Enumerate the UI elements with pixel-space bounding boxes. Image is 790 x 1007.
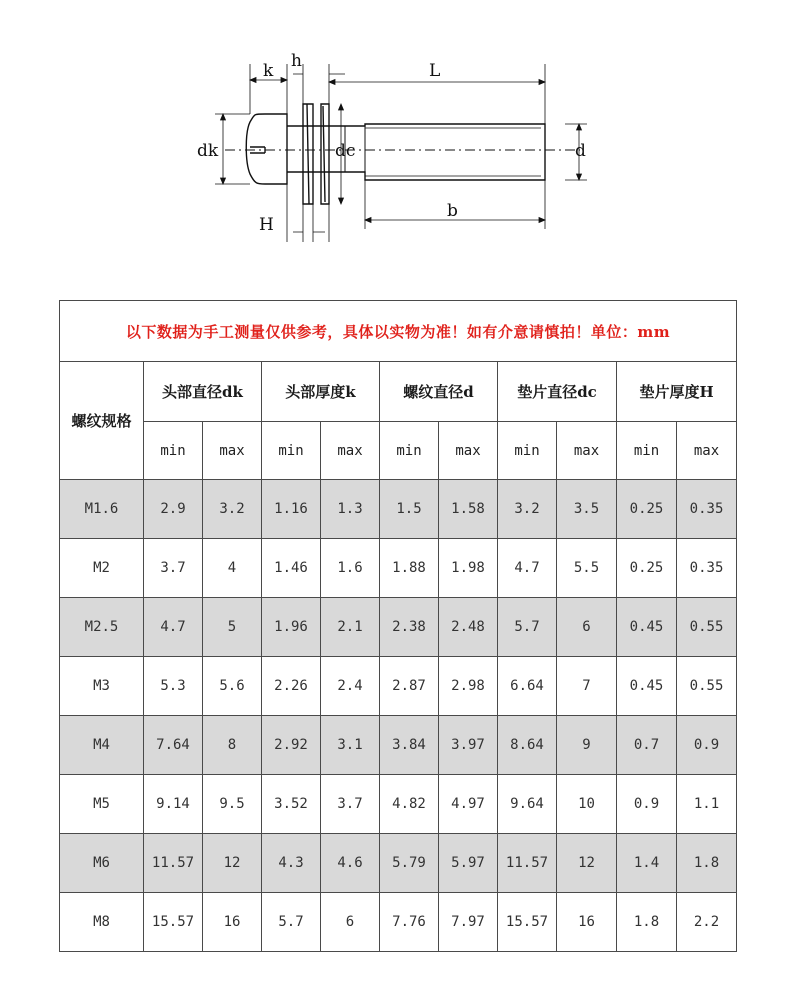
screw-dimension-diagram: [195, 44, 595, 244]
group-washer-diameter: 垫片直径dc: [498, 362, 617, 422]
value-cell: 3.7: [144, 539, 203, 598]
spec-cell: M8: [60, 893, 144, 952]
value-cell: 16: [557, 893, 617, 952]
label-H: H: [259, 215, 274, 235]
value-cell: 10: [557, 775, 617, 834]
value-cell: 0.25: [617, 480, 677, 539]
value-cell: 2.1: [321, 598, 380, 657]
value-cell: 7.97: [439, 893, 498, 952]
screw-head-outline: [246, 114, 287, 184]
value-cell: 3.2: [203, 480, 262, 539]
table-row: [60, 834, 737, 893]
spec-cell: M2.5: [60, 598, 144, 657]
min-header: min: [380, 422, 439, 480]
value-cell: 2.38: [380, 598, 439, 657]
value-cell: 1.8: [677, 834, 737, 893]
value-cell: 0.9: [617, 775, 677, 834]
spec-cell: M6: [60, 834, 144, 893]
group-head-diameter: 头部直径dk: [144, 362, 262, 422]
value-cell: 9.64: [498, 775, 557, 834]
value-cell: 6: [321, 893, 380, 952]
value-cell: 9.14: [144, 775, 203, 834]
value-cell: 0.35: [677, 539, 737, 598]
value-cell: 7.76: [380, 893, 439, 952]
value-cell: 3.2: [498, 480, 557, 539]
value-cell: 1.88: [380, 539, 439, 598]
value-cell: 5.79: [380, 834, 439, 893]
table-row: [60, 598, 737, 657]
value-cell: 15.57: [498, 893, 557, 952]
value-cell: 5.6: [203, 657, 262, 716]
max-header: max: [203, 422, 262, 480]
label-k: k: [263, 61, 274, 81]
value-cell: 3.52: [262, 775, 321, 834]
value-cell: 4.6: [321, 834, 380, 893]
max-header: max: [321, 422, 380, 480]
value-cell: 6: [557, 598, 617, 657]
value-cell: 2.98: [439, 657, 498, 716]
value-cell: 16: [203, 893, 262, 952]
value-cell: 1.58: [439, 480, 498, 539]
value-cell: 2.87: [380, 657, 439, 716]
spec-header: 螺纹规格: [60, 362, 144, 480]
measurement-notice: 以下数据为手工测量仅供参考，具体以实物为准！如有介意请慎拍！单位：mm: [60, 301, 737, 362]
min-header: min: [617, 422, 677, 480]
value-cell: 2.4: [321, 657, 380, 716]
value-cell: 3.7: [321, 775, 380, 834]
value-cell: 12: [203, 834, 262, 893]
value-cell: 1.16: [262, 480, 321, 539]
value-cell: 4.82: [380, 775, 439, 834]
value-cell: 4: [203, 539, 262, 598]
table-row: [60, 657, 737, 716]
spec-cell: M2: [60, 539, 144, 598]
value-cell: 8: [203, 716, 262, 775]
max-header: max: [439, 422, 498, 480]
label-d: d: [575, 141, 586, 161]
value-cell: 5.5: [557, 539, 617, 598]
value-cell: 0.9: [677, 716, 737, 775]
value-cell: 1.4: [617, 834, 677, 893]
value-cell: 1.5: [380, 480, 439, 539]
value-cell: 5: [203, 598, 262, 657]
value-cell: 0.55: [677, 657, 737, 716]
label-h: h: [291, 51, 302, 71]
value-cell: 7.64: [144, 716, 203, 775]
min-header: min: [144, 422, 203, 480]
table-row: [60, 775, 737, 834]
table-row: [60, 539, 737, 598]
value-cell: 1.6: [321, 539, 380, 598]
group-head-thickness: 头部厚度k: [262, 362, 380, 422]
value-cell: 5.7: [262, 893, 321, 952]
value-cell: 15.57: [144, 893, 203, 952]
label-dc: dc: [335, 141, 356, 161]
group-thread-diameter: 螺纹直径d: [380, 362, 498, 422]
value-cell: 0.55: [677, 598, 737, 657]
group-washer-thickness: 垫片厚度H: [617, 362, 737, 422]
value-cell: 5.3: [144, 657, 203, 716]
value-cell: 8.64: [498, 716, 557, 775]
value-cell: 3.84: [380, 716, 439, 775]
value-cell: 7: [557, 657, 617, 716]
value-cell: 12: [557, 834, 617, 893]
screw-shaft: [287, 124, 545, 180]
spec-cell: M4: [60, 716, 144, 775]
flat-washer: [321, 104, 329, 204]
value-cell: 3.5: [557, 480, 617, 539]
min-header: min: [262, 422, 321, 480]
value-cell: 2.9: [144, 480, 203, 539]
value-cell: 0.45: [617, 657, 677, 716]
thread-lines: [365, 128, 541, 176]
value-cell: 11.57: [498, 834, 557, 893]
table-row: [60, 480, 737, 539]
max-header: max: [557, 422, 617, 480]
label-b: b: [447, 201, 458, 221]
value-cell: 2.48: [439, 598, 498, 657]
max-header: max: [677, 422, 737, 480]
value-cell: 2.92: [262, 716, 321, 775]
value-cell: 3.97: [439, 716, 498, 775]
value-cell: 3.1: [321, 716, 380, 775]
value-cell: 4.7: [144, 598, 203, 657]
table-row: [60, 893, 737, 952]
spec-cell: M3: [60, 657, 144, 716]
value-cell: 9.5: [203, 775, 262, 834]
label-dk: dk: [197, 141, 219, 161]
screw-spec-table: [59, 300, 737, 952]
value-cell: 0.35: [677, 480, 737, 539]
value-cell: 0.7: [617, 716, 677, 775]
spring-washer: [303, 104, 313, 204]
label-L: L: [429, 61, 441, 81]
value-cell: 4.7: [498, 539, 557, 598]
value-cell: 1.1: [677, 775, 737, 834]
value-cell: 1.96: [262, 598, 321, 657]
table-row: [60, 716, 737, 775]
value-cell: 1.98: [439, 539, 498, 598]
value-cell: 2.26: [262, 657, 321, 716]
value-cell: 0.25: [617, 539, 677, 598]
table-body: [60, 480, 737, 952]
value-cell: 1.46: [262, 539, 321, 598]
value-cell: 2.2: [677, 893, 737, 952]
value-cell: 0.45: [617, 598, 677, 657]
min-header: min: [498, 422, 557, 480]
spec-cell: M5: [60, 775, 144, 834]
value-cell: 6.64: [498, 657, 557, 716]
value-cell: 4.3: [262, 834, 321, 893]
value-cell: 11.57: [144, 834, 203, 893]
spec-cell: M1.6: [60, 480, 144, 539]
value-cell: 1.8: [617, 893, 677, 952]
value-cell: 1.3: [321, 480, 380, 539]
value-cell: 4.97: [439, 775, 498, 834]
value-cell: 5.97: [439, 834, 498, 893]
value-cell: 5.7: [498, 598, 557, 657]
value-cell: 9: [557, 716, 617, 775]
